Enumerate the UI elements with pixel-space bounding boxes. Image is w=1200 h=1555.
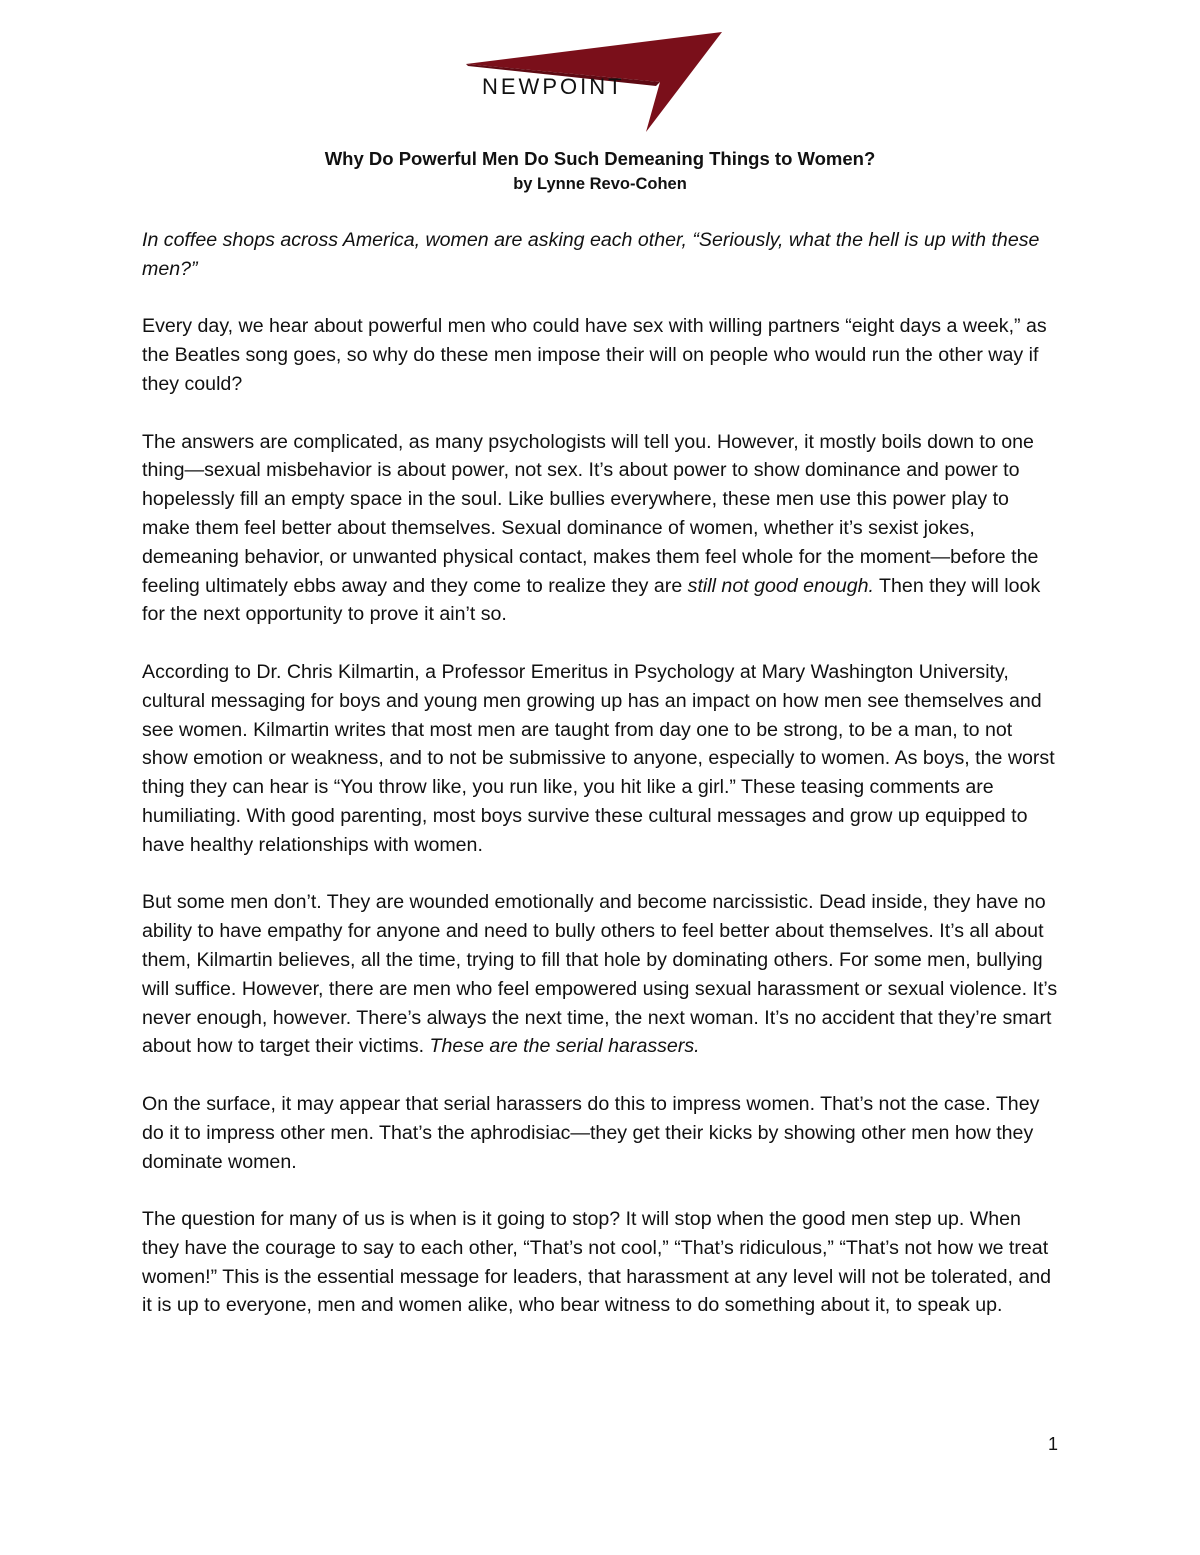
paragraph-3: According to Dr. Chris Kilmartin, a Professor Emeritus in Psychology at Mary Washington University, cultural messaging for boys and young men growing up has an impact on how men see themselves and see women. Kilmartin writes that most men are taught from day one to be strong, to be a man, to not show emotion or weakness, and to not be submissive to anyone, especially to women. As boys, the worst thing they can hear is “You throw like, you run like, you hit like a girl.” These teasing comments are humiliating. With good parenting, most boys survive these cultural messages and grow up equipped to have healthy relationships with women. — [142, 660, 1055, 856]
paragraph-4 — [142, 888, 1062, 1061]
newpoint-logo — [464, 30, 726, 134]
lead-paragraph: In coffee shops across America, women are asking each other, “Seriously, what the hell is up with these men?” — [142, 229, 1040, 280]
article-body — [142, 226, 1062, 1349]
article-title: Why Do Powerful Men Do Such Demeaning Things to Women? — [324, 148, 876, 169]
page-number: 1 — [1047, 1434, 1058, 1454]
paragraph-2 — [142, 428, 1062, 630]
paragraph-4-text: But some men don’t. They are wounded emotionally and become narcissistic. Dead inside, they have no ability to have empathy for anyone and need to bully others to feel better about themselves. It’s all about them, Kilmartin believes, all the time, trying to fill that hole by dominating others. For some men, bullying will suffice. However, there are men who feel empowered using sexual harassment or sexual violence. It’s never enough, however. There’s always the next time, the next woman. It’s no accident that they’re smart about how to target their victims. — [142, 891, 1058, 1058]
paragraph-2-emphasis: still not good enough. — [687, 574, 874, 597]
logo-text: NEWPOINT — [482, 74, 625, 99]
paragraph-5: On the surface, it may appear that serial harassers do this to impress women. That’s not the case. They do it to impress other men. That’s the aphrodisiac—they get their kicks by showing other men how they dominate women. — [142, 1092, 1040, 1173]
paragraph-4-emphasis: These are the serial harassers. — [429, 1035, 700, 1058]
paragraph-2-text-end: Then they will look for the next opportunity to prove it ain’t so. — [142, 574, 1041, 626]
paragraph-1: Every day, we hear about powerful men who could have sex with willing partners “eight days a week,” as the Beatles song goes, so why do these men impose their will on people who would run the other way if they could? — [142, 315, 1047, 395]
paragraph-6: The question for many of us is when is it going to stop? It will stop when the good men step up. When they have the courage to say to each other, “That’s not cool,” “That’s ridiculous,” “That’s not how we treat women!” This is the essential message for leaders, that harassment at any level will not be tolerated, and it is up to everyone, men and women alike, who bear witness to do something about it, to speak up. — [142, 1208, 1052, 1317]
paragraph-2-text: The answers are complicated, as many psychologists will tell you. However, it mostly boils down to one thing—sexual misbehavior is about power, not sex. It’s about power to show dominance and power to hopelessly fill an empty space in the soul. Like bullies everywhere, these men use this power play to make them feel better about themselves. Sexual dominance of women, whether it’s sexist jokes, demeaning behavior, or unwanted physical contact, makes them feel whole for the moment—before the feeling ultimately ebbs away and they come to realize they are — [142, 430, 1039, 597]
article-byline: by Lynne Revo-Cohen — [513, 175, 687, 193]
